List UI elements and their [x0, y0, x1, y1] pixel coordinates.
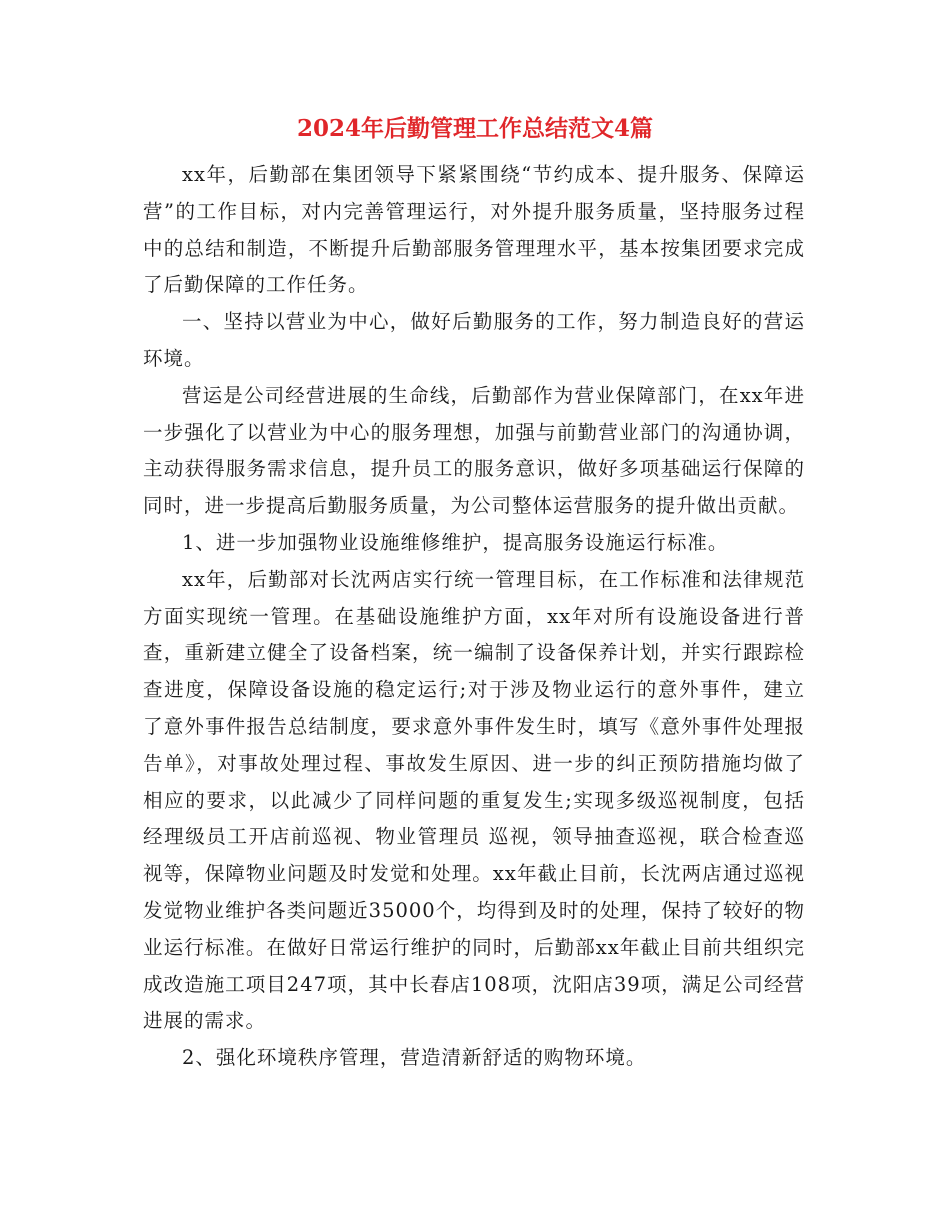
paragraph-subheading-2: 2、强化环境秩序管理，营造清新舒适的购物环境。	[182, 1046, 647, 1070]
paragraph-intro: xx年，后勤部在集团领导下紧紧围绕“节约成本、提升服务、保障运营”的工作目标，对内完善管理运行，对外提升服务质量，坚持服务过程中的总结和制造，不断提升后勤部服务管理理水平，基本按集团要求完成了后勤保障的工作任务。	[143, 163, 805, 297]
paragraph-facilities: xx年，后勤部对长沈两店实行统一管理目标，在工作标准和法律规范方面实现统一管理。在基础设施维护方面，xx年对所有设施设备进行普查，重新建立健全了设备档案，统一编制了设备保养计划，并实行跟踪检查进度，保障设备设施的稳定运行;对于涉及物业运行的意外事件，建立了意外事件报告总结制度，要求意外事件发生时，填写《意外事件处理报告单》，对事故处理过程、事故发生原因、进一步的纠正预防措施均做了相应的要求，以此减少了同样问题的重复发生;实现多级巡视制度，包括经理级员工开店前巡视、物业管理员 巡视，领导抽查巡视，联合检查巡视等，保障物业问题及时发觉和处理。xx年截止目前，长沈两店通过巡视发觉物业维护各类问题近35000个，均得到及时的处理，保持了较好的物业运行标准。在做好日常运行维护的同时，后勤部xx年截止目前共组织完成改造施工项目247项，其中长春店108项，沈阳店39项，满足公司经营进展的需求。	[143, 567, 805, 1033]
document-title: 2024年后勤管理工作总结范文4篇	[296, 115, 654, 142]
paragraph-subheading-1: 1、进一步加强物业设施维修维护，提高服务设施运行标准。	[182, 530, 729, 554]
paragraph-operations: 营运是公司经营进展的生命线，后勤部作为营业保障部门，在xx年进一步强化了以营业为中心的服务理想，加强与前勤营业部门的沟通协调，主动获得服务需求信息，提升员工的服务意识，做好多项基础运行保障的同时，进一步提高后勤服务质量，为公司整体运营服务的提升做出贡献。	[143, 383, 805, 518]
paragraph-section-heading-1: 一、坚持以营业为中心，做好后勤服务的工作，努力制造良好的营运环境。	[143, 310, 805, 370]
document-body	[143, 157, 805, 1077]
